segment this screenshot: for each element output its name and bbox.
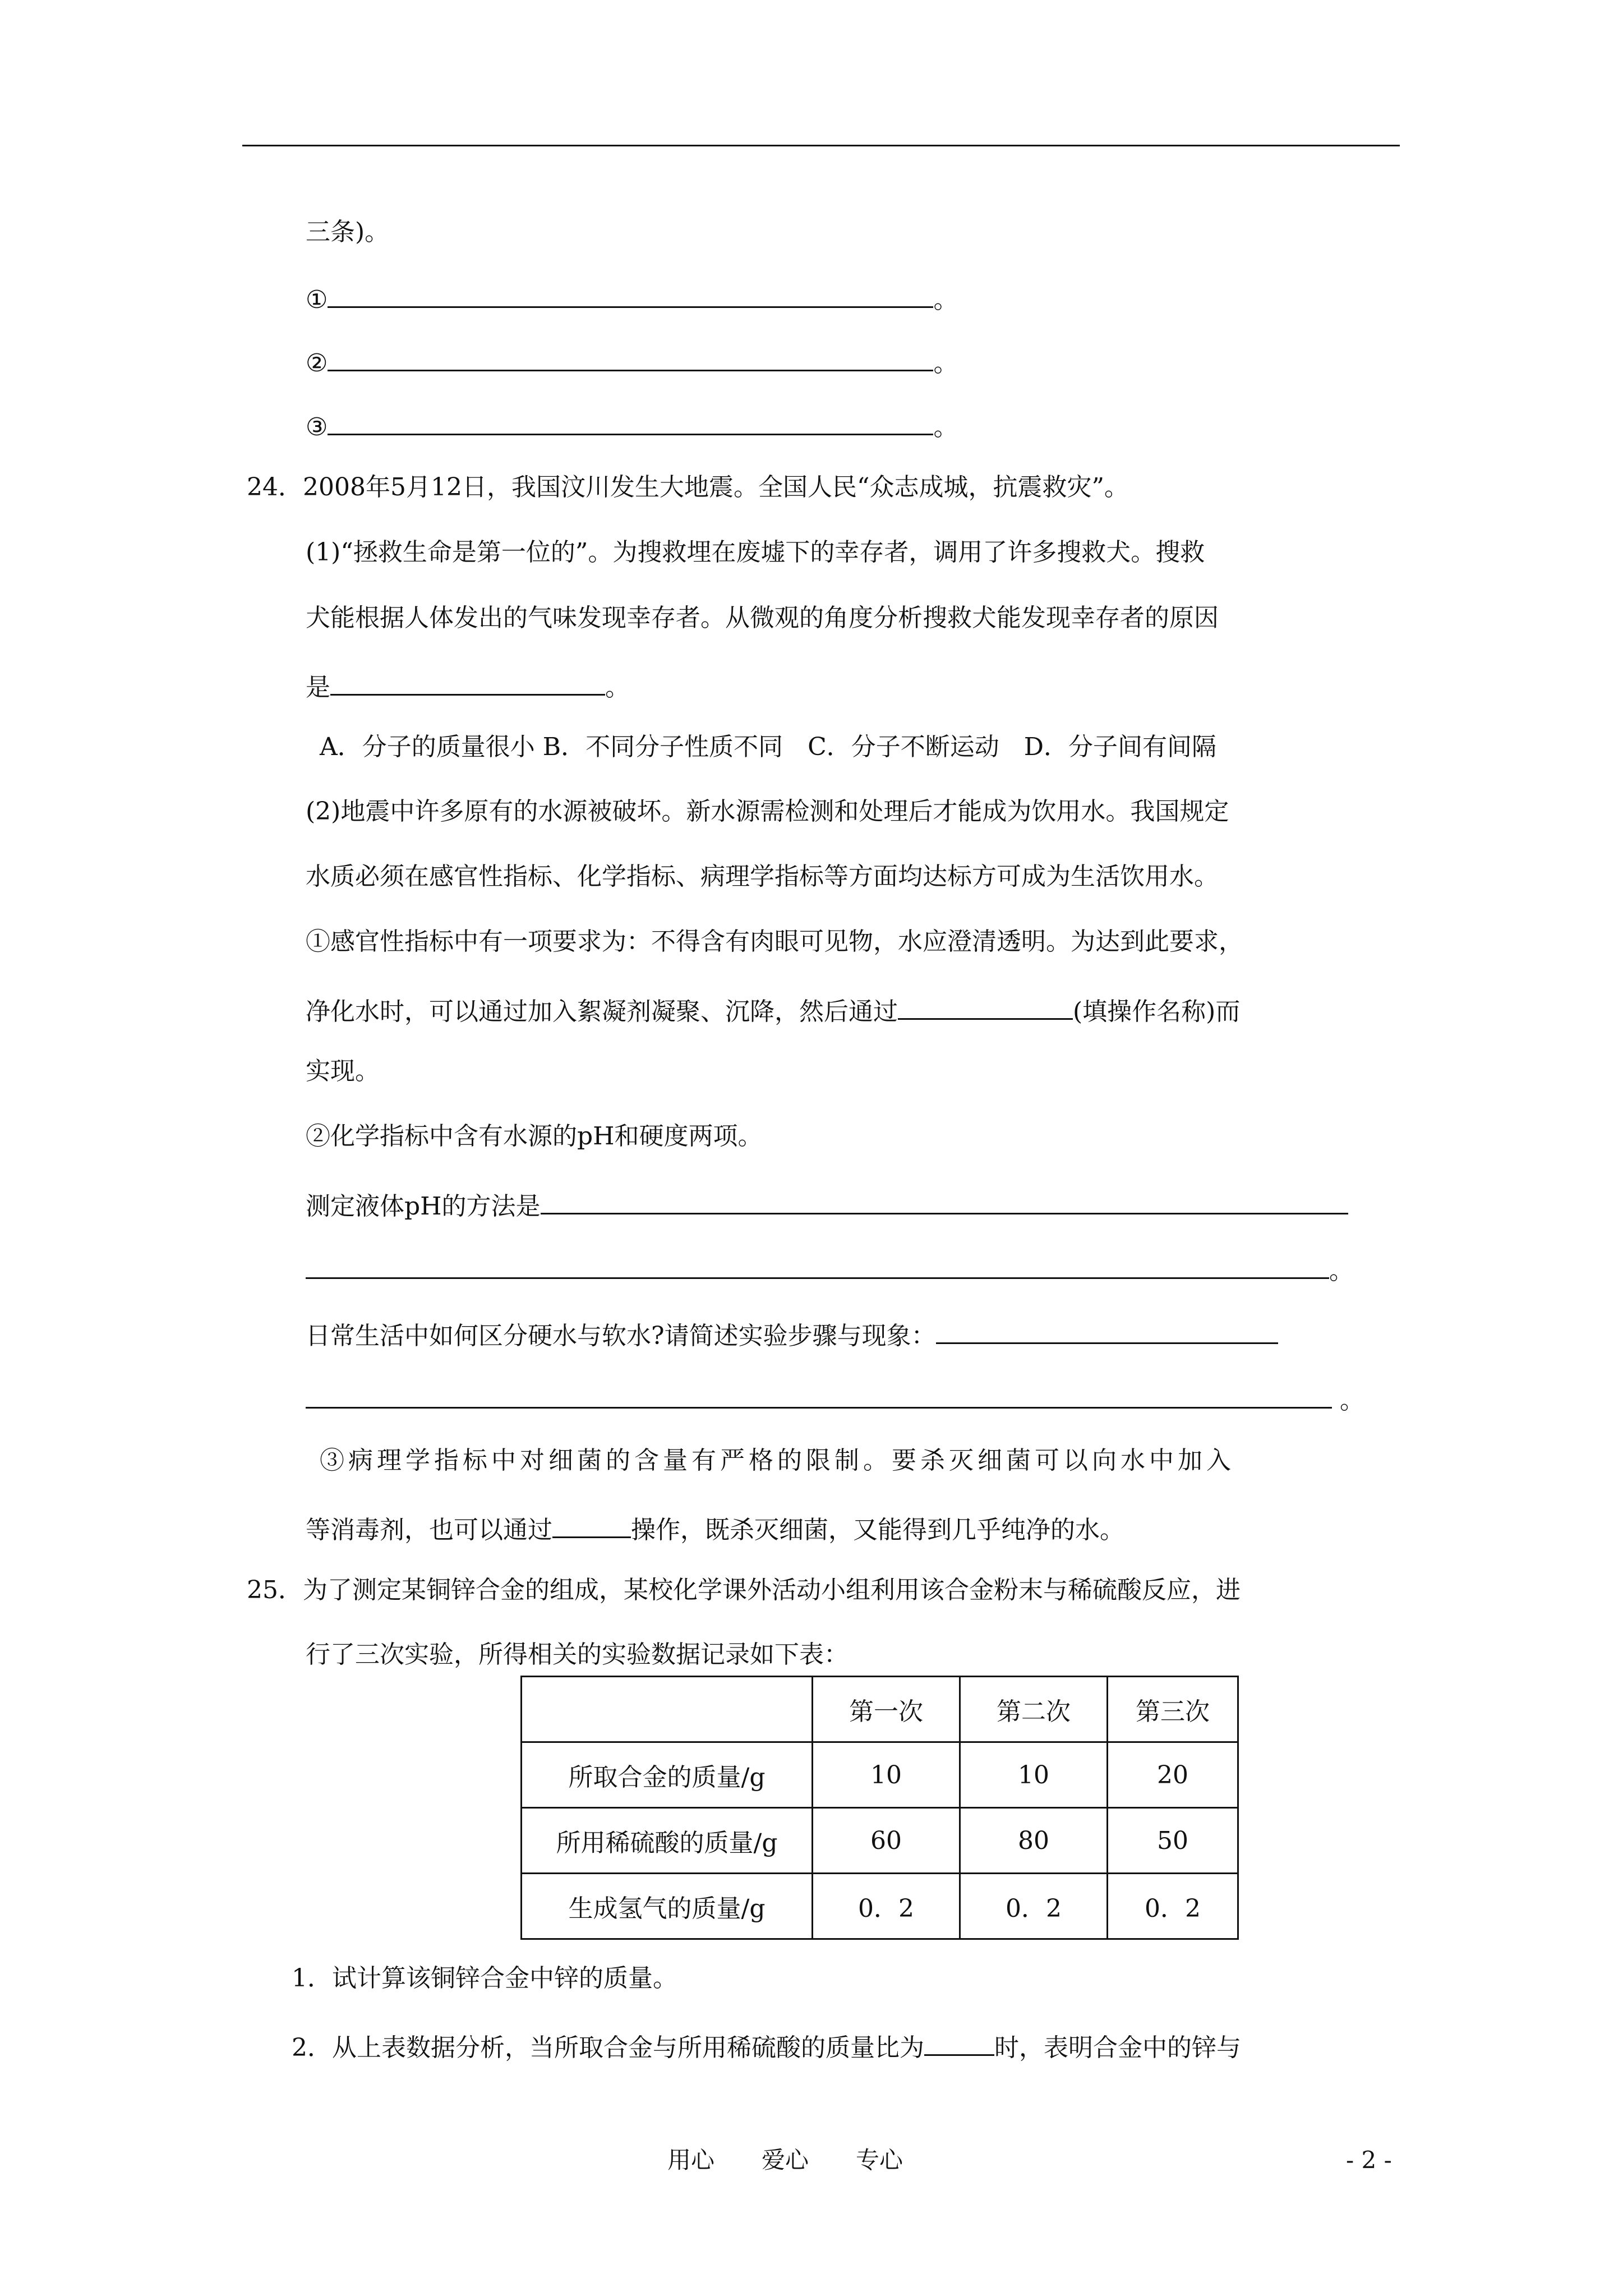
row-label: 生成氢气的质量/g — [522, 1874, 813, 1939]
answer-line-3: ③ 。 — [306, 410, 958, 440]
q24-p2-line2: 水质必须在感官性指标、化学指标、病理学指标等方面均达标方可成为生活饮用水。 — [306, 862, 1219, 891]
q24-s1-line3: 实现。 — [306, 1057, 380, 1085]
answer-blank[interactable] — [328, 410, 933, 435]
q24-s2-line4: 日常生活中如何区分硬水与软水?请简述实验步骤与现象： — [306, 1319, 1278, 1349]
table-cell: 0．2 — [960, 1874, 1108, 1939]
q25-ratio-blank[interactable] — [924, 2031, 994, 2056]
q24-s1-line1: ①感官性指标中有一项要求为：不得含有肉眼可见物，水应澄清透明。为达到此要求， — [306, 927, 1243, 956]
q25-sub2: 2．从上表数据分析，当所取合金与所用稀硫酸的质量比为 时，表明合金中的锌与 — [292, 2031, 1241, 2060]
table-cell: 0．2 — [813, 1874, 960, 1939]
q25-line1: 25．为了测定某铜锌合金的组成，某校化学课外活动小组利用该合金粉末与稀硫酸反应，进 — [247, 1576, 1241, 1604]
q24-s3-line2: 等消毒剂，也可以通过 操作，既杀灭细菌，又能得到几乎纯净的水。 — [306, 1513, 1124, 1543]
table-header-cell: 第三次 — [1108, 1677, 1238, 1742]
table-row — [522, 1742, 1238, 1808]
table-cell: 60 — [813, 1808, 960, 1874]
row-label: 所用稀硫酸的质量/g — [522, 1808, 813, 1874]
q24-s2-line1: ②化学指标中含有水源的pH和硬度两项。 — [306, 1122, 763, 1151]
q24-ph-method-blank[interactable] — [541, 1189, 1348, 1214]
table-cell: 10 — [813, 1742, 960, 1808]
q24-hardwater-blank-2[interactable] — [306, 1383, 1332, 1409]
answer-mark: ① — [306, 285, 328, 314]
q24-s3-line1: ③病理学指标中对细菌的含量有严格的限制。要杀灭细菌可以向水中加入 — [320, 1446, 1235, 1475]
q24-p1-line1: (1)“拯救生命是第一位的”。为搜救埋在废墟下的幸存者，调用了许多搜救犬。搜救 — [306, 538, 1205, 567]
q24-s2-line5: 。 — [306, 1383, 1364, 1413]
q24-ph-method-blank-2[interactable] — [306, 1254, 1329, 1279]
q25-sub1: 1．试计算该铜锌合金中锌的质量。 — [292, 1964, 677, 1993]
table-cell: 0．2 — [1108, 1874, 1238, 1939]
answer-mark: ② — [306, 348, 328, 378]
answer-line-1: ① 。 — [306, 283, 958, 312]
q24-operation-blank[interactable] — [898, 995, 1073, 1020]
q24-s1-line2: 净化水时，可以通过加入絮凝剂凝聚、沉降，然后通过 (填操作名称)而 — [306, 995, 1240, 1024]
table-cell — [522, 1677, 813, 1742]
answer-mark: ③ — [306, 412, 328, 441]
q24-title: 24．2008年5月12日，我国汶川发生大地震。全国人民“众志成城，抗震救灾”。 — [247, 473, 1129, 501]
table-cell: 50 — [1108, 1808, 1238, 1874]
q24-reason-blank[interactable] — [330, 670, 605, 696]
q24-hardwater-blank[interactable] — [936, 1319, 1278, 1344]
q24-p2-line1: (2)地震中许多原有的水源被破坏。新水源需检测和处理后才能成为饮用水。我国规定 — [306, 797, 1229, 826]
prev-line-end: 三条)。 — [306, 218, 390, 246]
header-rule — [242, 145, 1400, 146]
table-header-cell: 第一次 — [813, 1677, 960, 1742]
q24-p1-line2: 犬能根据人体发出的气味发现幸存者。从微观的角度分析搜救犬能发现幸存者的原因 — [306, 604, 1219, 632]
answer-blank[interactable] — [328, 283, 933, 308]
answer-line-2: ② 。 — [306, 346, 958, 376]
table-cell: 10 — [960, 1742, 1108, 1808]
table-row — [522, 1874, 1238, 1939]
q25-line2: 行了三次实验，所得相关的实验数据记录如下表： — [306, 1640, 849, 1669]
q24-s2-line2: 测定液体pH的方法是 — [306, 1189, 1348, 1219]
table-cell: 20 — [1108, 1742, 1238, 1808]
table-cell: 80 — [960, 1808, 1108, 1874]
q24-options: A．分子的质量很小 B．不同分子性质不同 C．分子不断运动 D．分子间有间隔 — [320, 733, 1217, 761]
footer-motto: 用心 爱心 专心 — [667, 2146, 903, 2174]
row-label: 所取合金的质量/g — [522, 1742, 813, 1808]
data-table — [520, 1676, 1239, 1940]
table-header-cell: 第二次 — [960, 1677, 1108, 1742]
q24-s2-line3: 。 — [306, 1254, 1354, 1283]
table-header-row — [522, 1677, 1238, 1742]
page-number: - 2 - — [1346, 2146, 1392, 2174]
table-row — [522, 1808, 1238, 1874]
answer-blank[interactable] — [328, 346, 933, 371]
q24-p1-line3: 是 。 — [306, 670, 630, 700]
q24-disinfect-blank[interactable] — [552, 1513, 631, 1538]
